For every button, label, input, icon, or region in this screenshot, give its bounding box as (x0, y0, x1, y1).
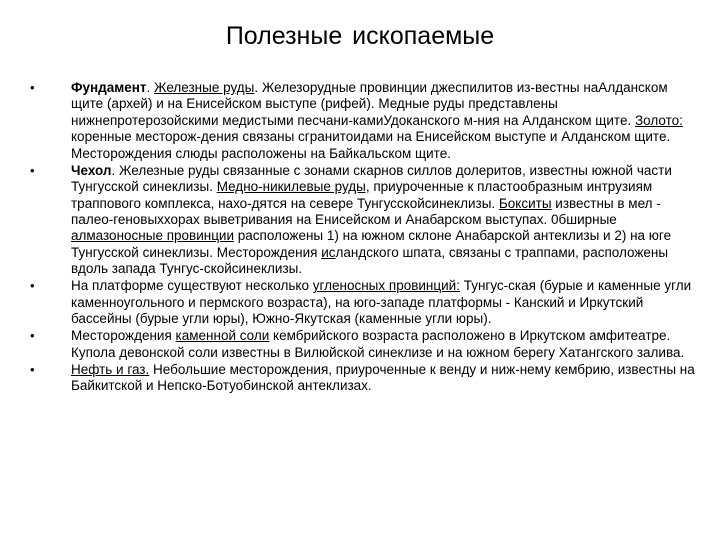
bullet-item (30, 163, 698, 278)
bullet-text: Месторождения (71, 328, 176, 344)
bullet-item (30, 362, 698, 395)
bullet-text: приуроченные к пластообразным интрузиям траппового комплекса, нахо-дятся на севере Тунгусскойсинеклизы. (71, 179, 653, 211)
bullet-marker: • (30, 162, 35, 178)
underlined-term: Бокситы (498, 195, 552, 211)
underlined-term: Медно-никилевые руды, (216, 179, 370, 195)
slide-title: Полезные ископаемые (225, 22, 495, 50)
bold-term: Фундамент (71, 80, 147, 95)
bullet-item (30, 278, 698, 327)
bullet-text: . (146, 80, 155, 95)
bullet-text: Тунгус-ская (бурые и каменные угли каменноугольного и пермского возраста), на юго-западе платформы - Канский и Иркутский бассейны (бурые угли юры), Южно-Якутская (каменные угли юры). (71, 278, 692, 327)
underlined-term: угленосных провинций: (312, 278, 460, 294)
underlined-term: Железные руды (154, 80, 255, 95)
bullet-item (30, 80, 698, 162)
bullet-text: ландского шпата, связаны с траппами, расположены вдоль запада Тунгус-скойсинеклизы. (71, 244, 669, 277)
bullet-item (30, 328, 698, 361)
bullet-text: На платформе существуют несколько (71, 278, 313, 294)
bullet-text: расположены 1) на южном склоне Анабарской антеклизы и 2) на юге Тунгусской синеклизы. Месторождения (71, 228, 672, 260)
bullet-marker: • (30, 278, 35, 294)
bullet-text: . Железные руды связанные с зонами скарнов силлов долеритов, известны южной части Тунгусской синеклизы. (71, 162, 672, 195)
bullet-marker: • (30, 80, 35, 95)
bullet-marker: • (30, 361, 35, 377)
bold-term: Чехол (71, 162, 112, 178)
bullet-text: известны в мел - палео-геновыххорах выветривания на Енисейском и Анабарском выступах. 0бширные (71, 195, 661, 227)
bullet-text: коренные месторож-дения связаны сгранитоидами на Енисейском выступе и Алданском щите. Месторождения слюды расположены на Байкальском щите. (71, 129, 671, 161)
bullet-text: кембрийского возраста расположено в Иркутском амфитеатре. Купола девонской соли известны в Вилюйской синеклизе и на южном берегу Хатангского залива. (71, 328, 685, 360)
underlined-term: ис (321, 244, 336, 260)
bullet-text: . Железорудные провинции джеспилитов из-вестны наАлданском щите (архей) и на Енисейском выступе (рифей). Медные руды представлены нижнепротерозойскими медистыми песчани-камиУдоканского м-ния на Алданском щите. (71, 80, 668, 128)
bullet-text: Небольшие месторождения, приуроченные к венду и ниж-нему кембрию, известны на Байкитской и Непско-Ботуобинской антеклизах. (71, 361, 695, 394)
underlined-term: каменной соли (175, 328, 270, 344)
underlined-term: Нефть и газ. (71, 361, 150, 377)
bullet-list (30, 80, 698, 395)
underlined-term: алмазоносные провинции (71, 228, 235, 244)
underlined-term: Золото: (634, 112, 683, 128)
bullet-marker: • (30, 328, 35, 344)
